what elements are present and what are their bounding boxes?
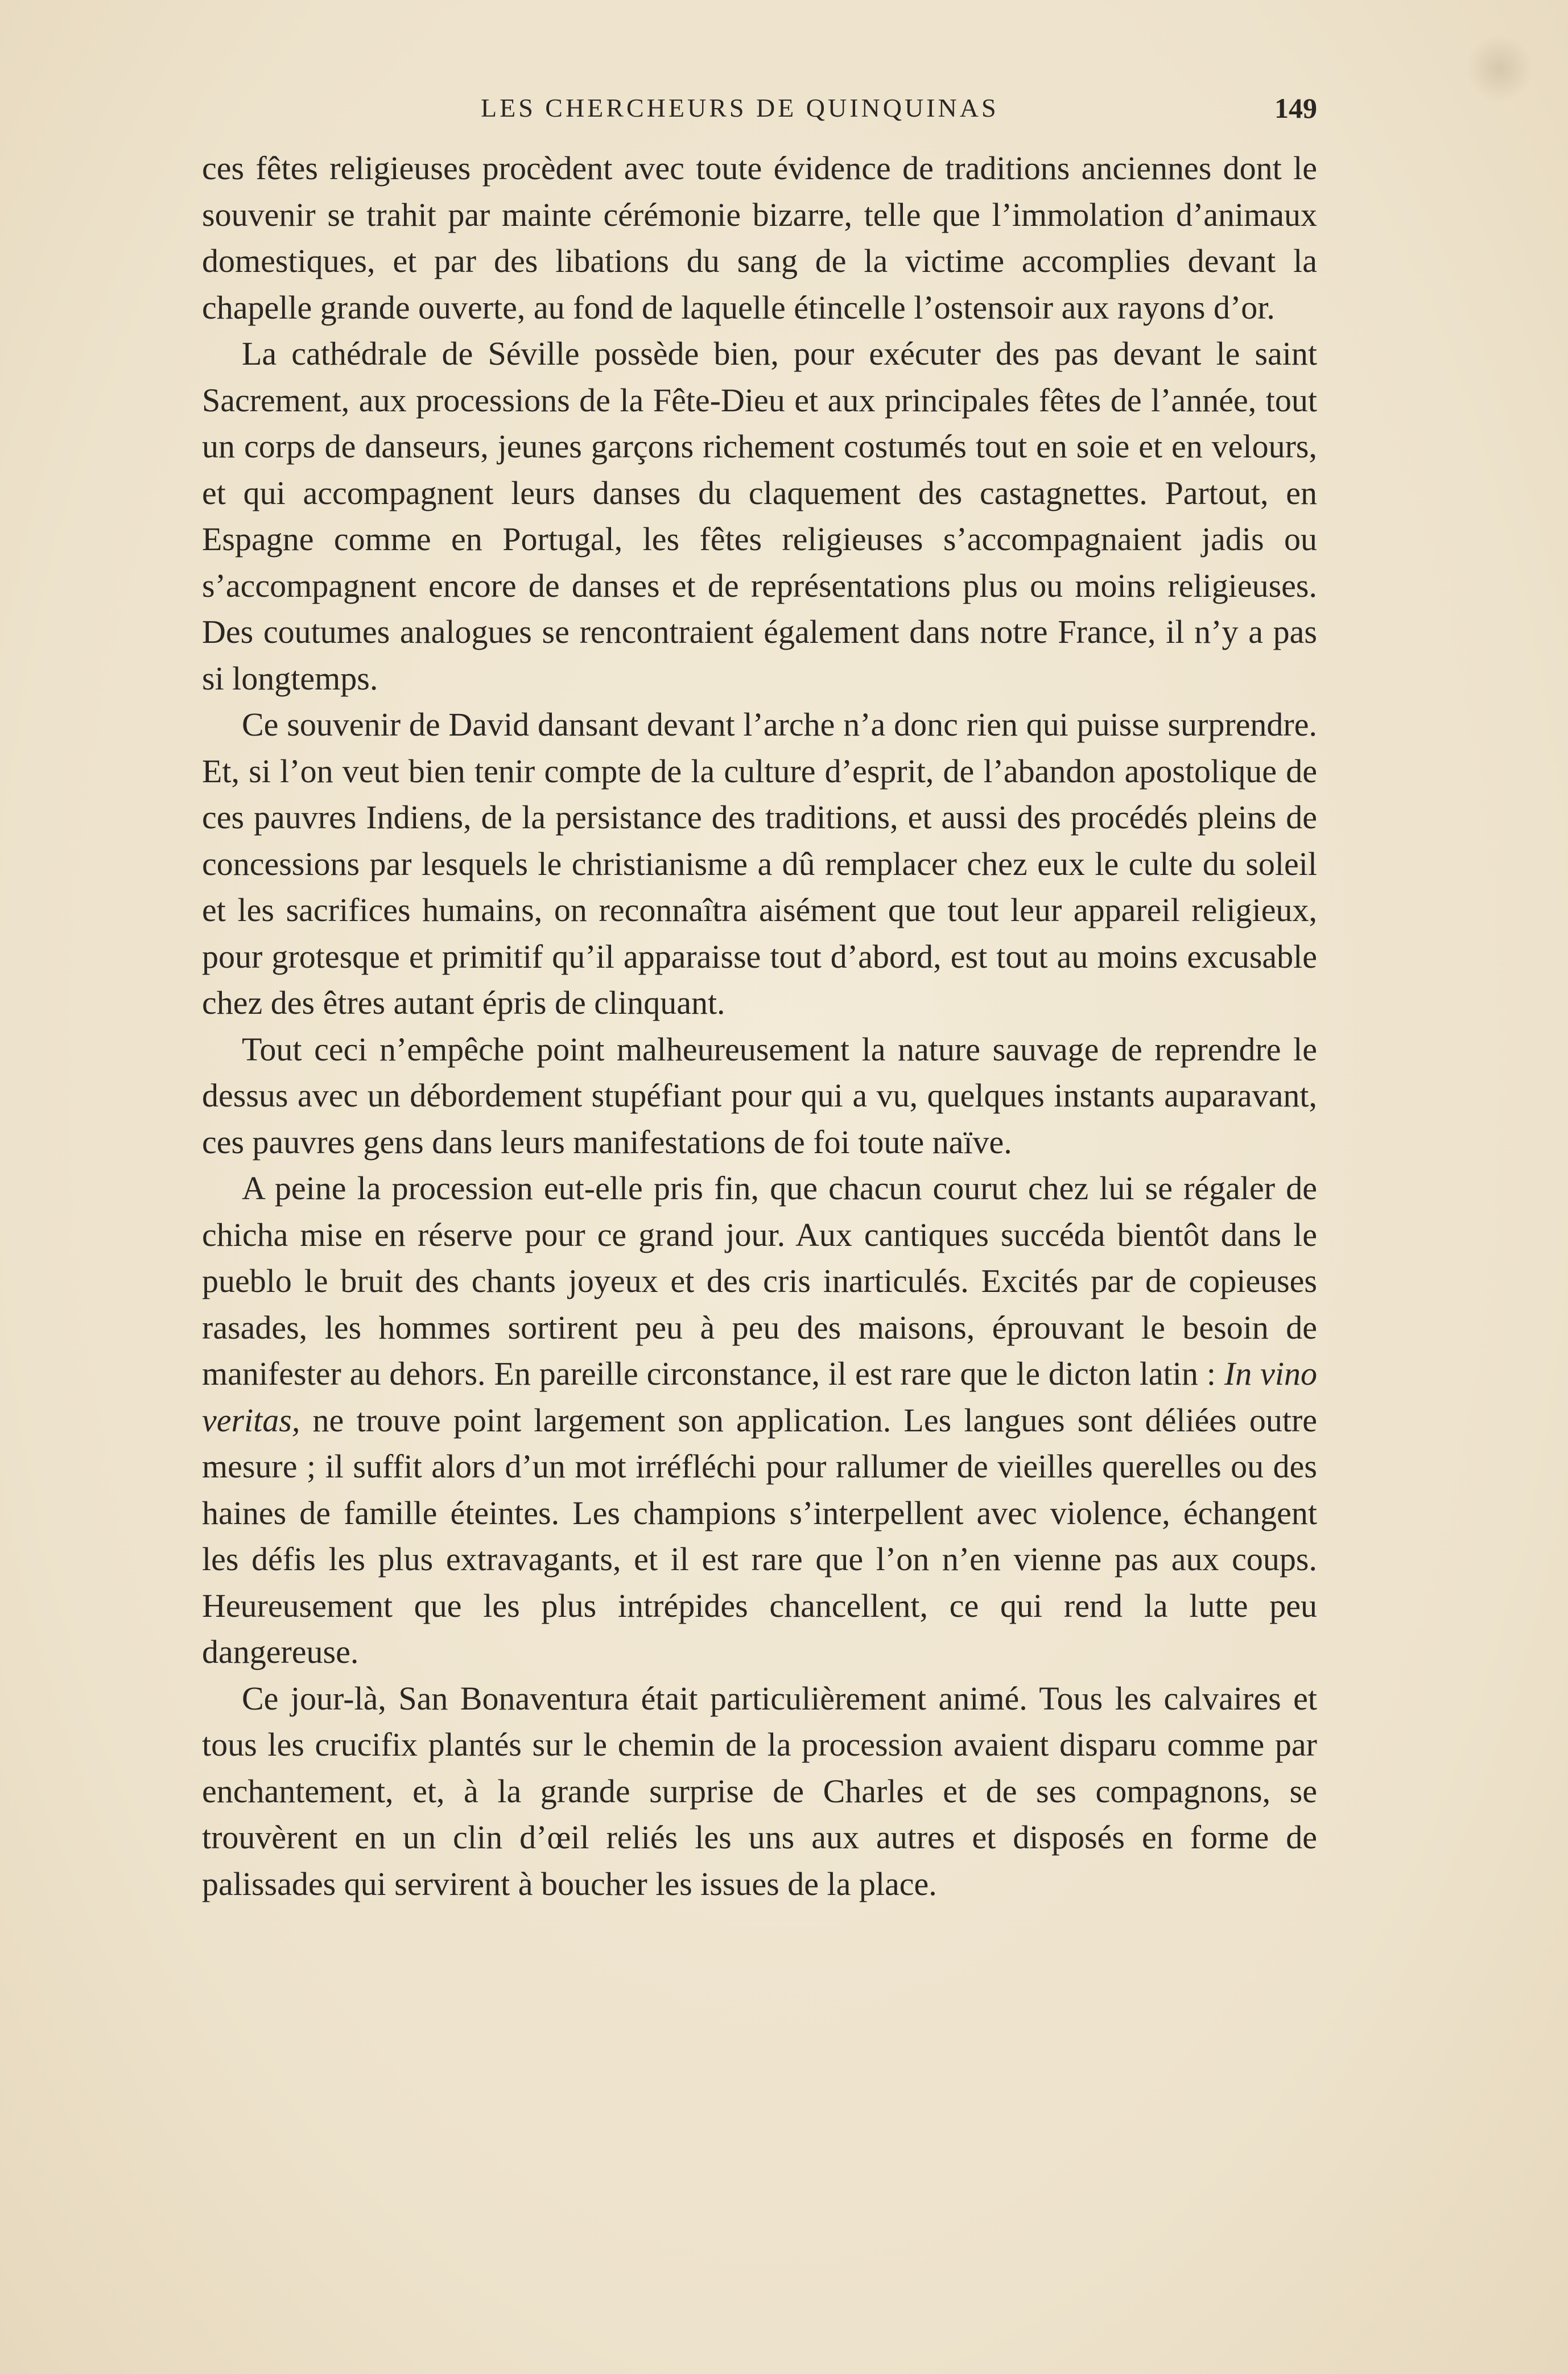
paragraph-5 bbox=[202, 1165, 1317, 1675]
paragraph-3 bbox=[202, 701, 1317, 1026]
paragraph-text: Ce souvenir de David dansant devant l’arche n’a donc rien qui puisse surprendre. Et, si l’on veut bien tenir compte de la culture d’esprit, de l’abandon apostolique de ces pauvres Indiens, de la persistance des traditions, et aussi des procédés pleins de concessions par lesquels le christianisme a dû remplacer chez eux le culte du soleil et les sacrifices humains, on reconnaîtra aisément que tout leur appareil religieux, pour grotesque et primitif qu’il apparaisse tout d’abord, est tout au moins excusable chez des êtres autant épris de clinquant. bbox=[202, 706, 1317, 1021]
running-header bbox=[202, 85, 1317, 131]
paragraph-text-continued: ne trouve point largement son application. Les langues sont déliées outre mesure ; il suffit alors d’un mot irréfléchi pour rallumer de vieilles querelles ou des haines de famille éteintes. Les champions s’interpellent avec violence, échangent les défis les plus extravagants, et il est rare que l’on n’en vienne pas aux coups. Heureusement que les plus intrépides chancellent, ce qui rend la lutte peu dangereuse. bbox=[202, 1401, 1317, 1670]
paragraph-1 bbox=[202, 145, 1317, 331]
paper-stain bbox=[1466, 34, 1534, 102]
paragraph-text: La cathédrale de Séville possède bien, pour exécuter des pas devant le saint Sacrement, aux processions de la Fête-Dieu et aux principales fêtes de l’année, tout un corps de danseurs, jeunes garçons richement costumés tout en soie et en velours, et qui accompagnent leurs danses du claquement des castagnettes. Partout, en Espagne comme en Portugal, les fêtes religieuses s’accompagnaient jadis ou s’accompagnent encore de danses et de représentations plus ou moins religieuses. Des coutumes analogues se rencontraient également dans notre France, il n’y a pas si longtemps. bbox=[202, 335, 1317, 697]
paragraph-2 bbox=[202, 331, 1317, 701]
paragraph-6 bbox=[202, 1675, 1317, 1908]
paragraph-4 bbox=[202, 1026, 1317, 1166]
body-text bbox=[202, 145, 1317, 1907]
paragraph-text: ces fêtes religieuses procèdent avec toute évidence de traditions anciennes dont le souvenir se trahit par mainte cérémonie bizarre, telle que l’immolation d’animaux domestiques, et par des libations du sang de la victime accomplies devant la chapelle grande ouverte, au fond de laquelle étincelle l’ostensoir aux rayons d’or. bbox=[202, 150, 1317, 326]
running-title: LES CHERCHEURS DE QUINQUINAS bbox=[481, 93, 999, 122]
page-number: 149 bbox=[1274, 92, 1317, 124]
paragraph-text: Tout ceci n’empêche point malheureusement la nature sauvage de reprendre le dessus avec un débordement stupéfiant pour qui a vu, quelques instants auparavant, ces pauvres gens dans leurs manifestations de foi toute naïve. bbox=[202, 1030, 1317, 1161]
paragraph-text: Ce jour-là, San Bonaventura était particulièrement animé. Tous les calvaires et tous les crucifix plantés sur le chemin de la procession avaient disparu comme par enchantement, et, à la grande surprise de Charles et de ses compagnons, se trouvèrent en un clin d’œil reliés les uns aux autres et disposés en forme de palissades qui servirent à boucher les issues de la place. bbox=[202, 1679, 1317, 1902]
paragraph-text: A peine la procession eut-elle pris fin, que chacun courut chez lui se régaler de chicha mise en réserve pour ce grand jour. Aux cantiques succéda bientôt dans le pueblo le bruit des chants joyeux et des cris inarticulés. Excités par de copieuses rasades, les hommes sortirent peu à peu des maisons, éprouvant le besoin de manifester au dehors. En pareille circonstance, il est rare que le dicton latin : bbox=[202, 1170, 1317, 1392]
latin-quote: In vino veritas, bbox=[202, 1355, 1317, 1439]
